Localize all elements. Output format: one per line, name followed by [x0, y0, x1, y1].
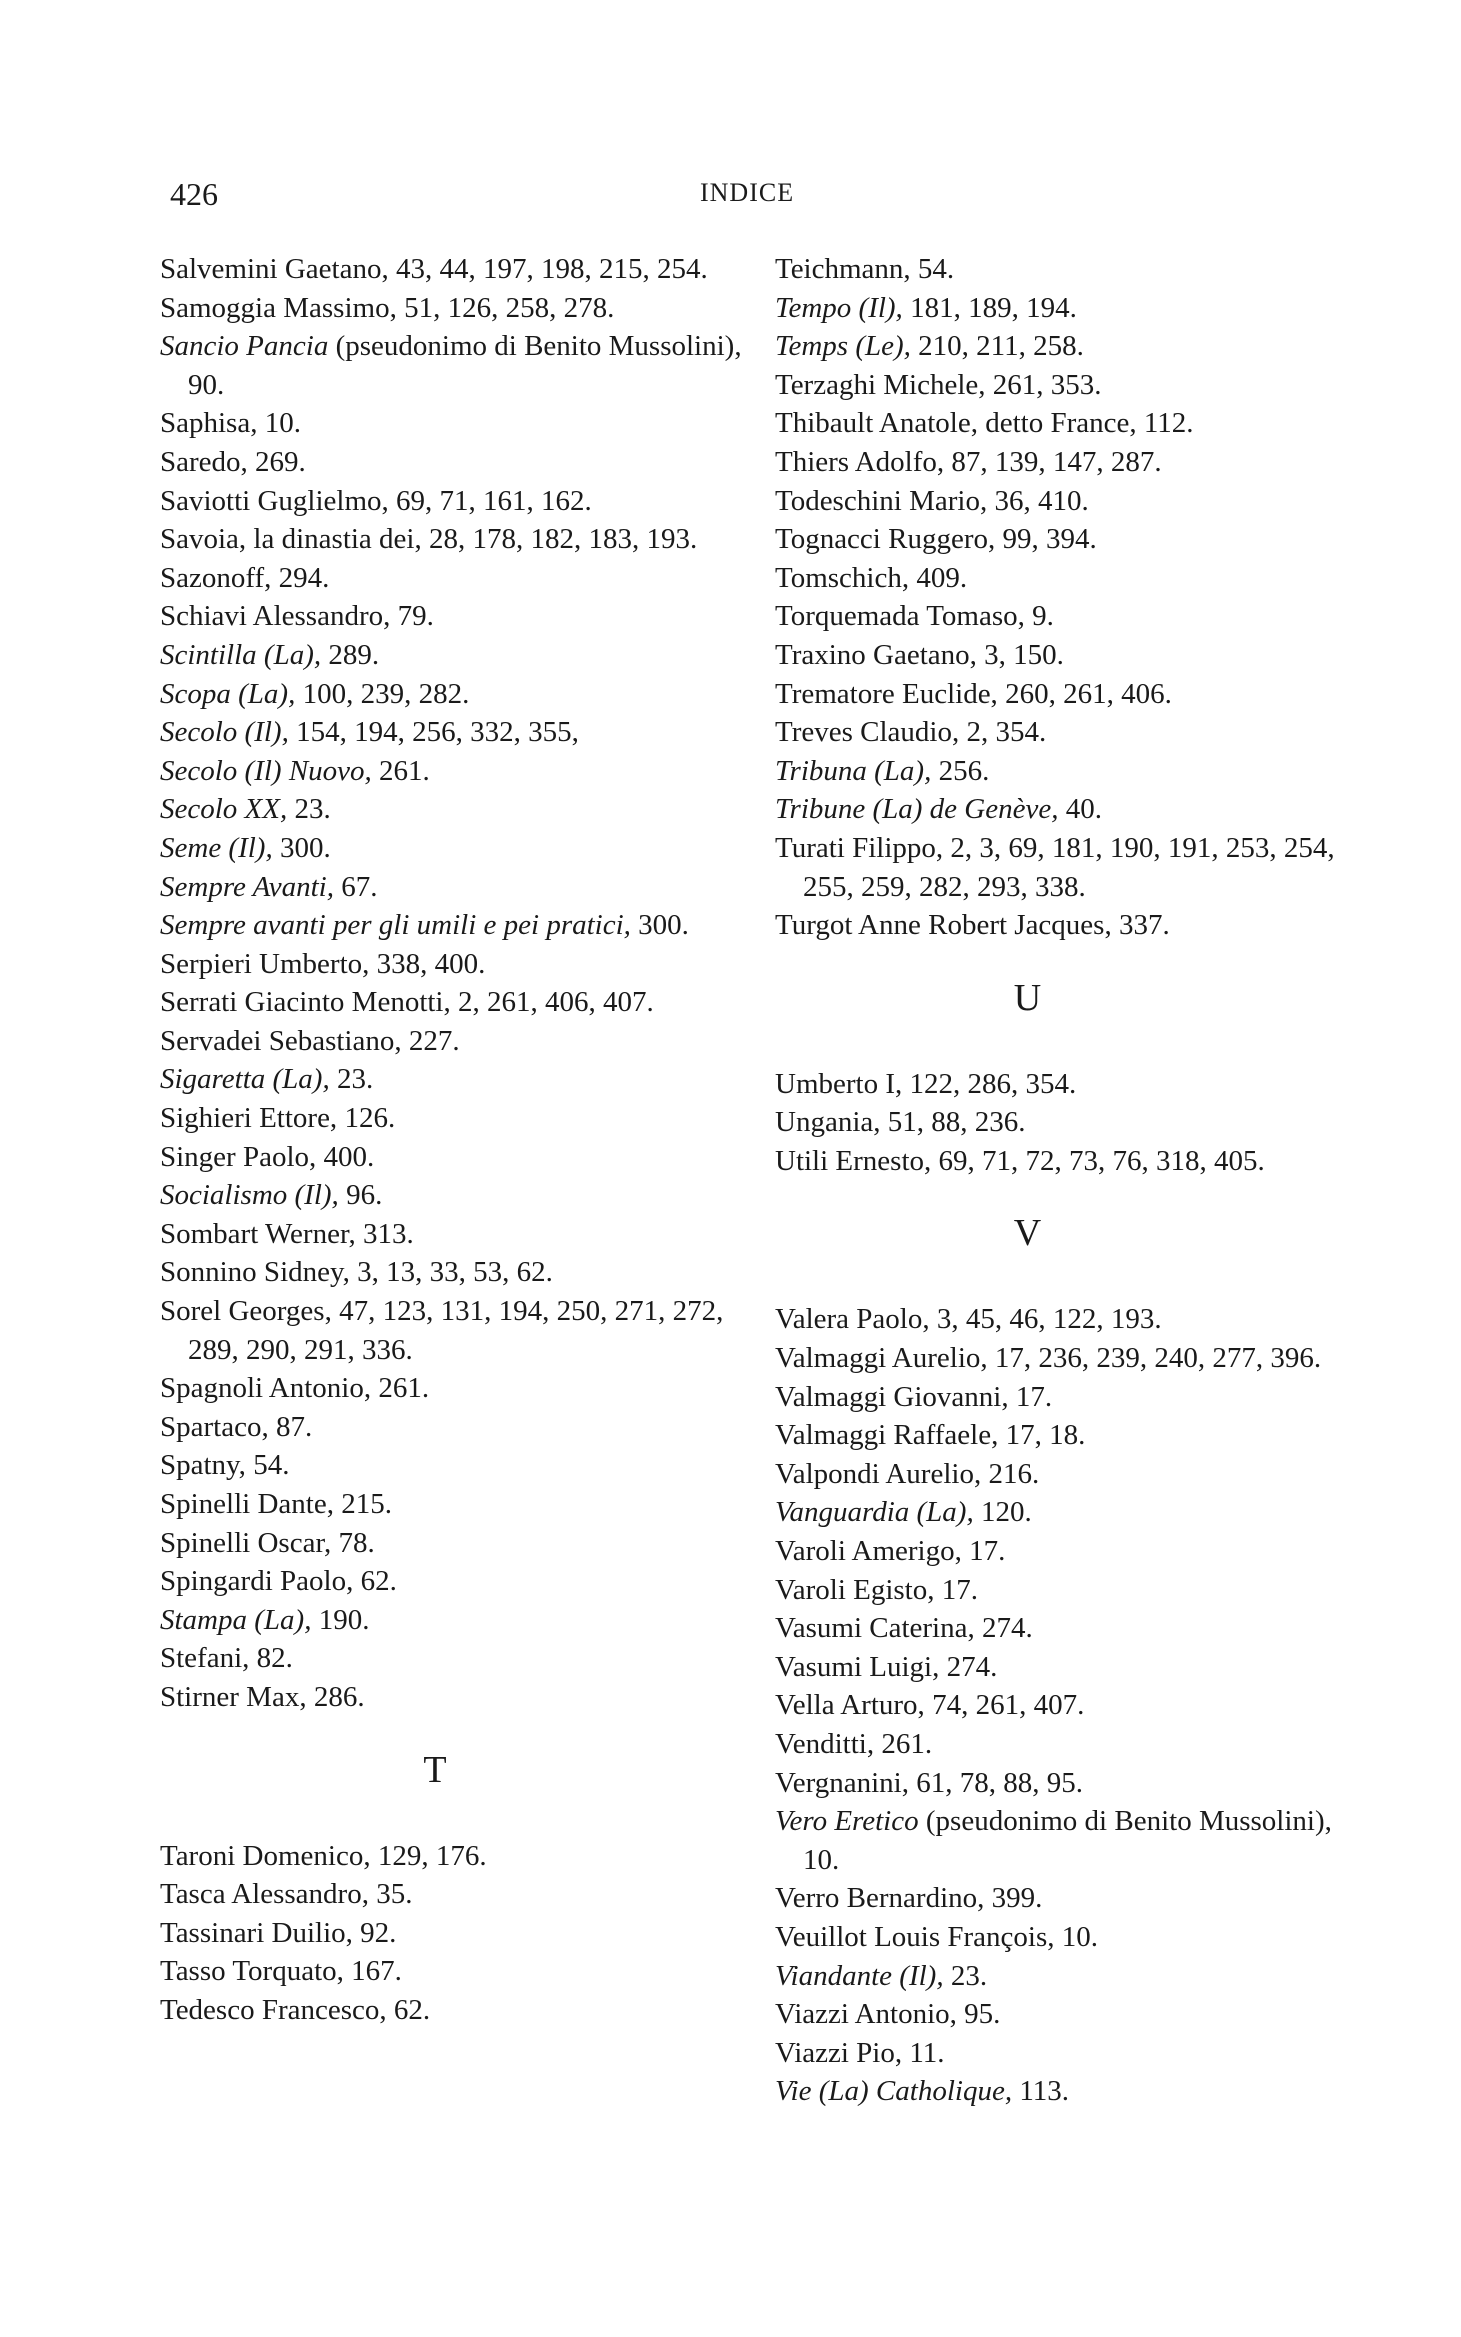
entry-page-refs: 54. [910, 253, 955, 285]
index-entry [160, 1601, 750, 1640]
entry-name: Terzaghi Michele, [775, 368, 986, 401]
index-entry [160, 482, 750, 521]
index-entry [160, 1952, 750, 1991]
index-entry [160, 752, 750, 791]
entry-name: Torquemada Tomaso, [775, 600, 1025, 633]
index-entry [160, 1022, 750, 1061]
entry-page-refs: 17. [1008, 1380, 1053, 1413]
index-entry [160, 597, 750, 636]
entry-page-refs: 190. [311, 1603, 370, 1636]
entry-name: Servadei Sebastiano, [160, 1024, 402, 1057]
index-entry [775, 597, 1360, 636]
entry-page-refs: 10. [257, 407, 301, 440]
entry-name: Saviotti Guglielmo, [160, 484, 389, 517]
entry-name: Valmaggi Aurelio, [775, 1342, 988, 1375]
entry-page-refs: 87. [268, 1410, 313, 1443]
entry-name: Tasso Torquato, [160, 1955, 344, 1988]
entry-page-refs: 215. [333, 1488, 392, 1520]
index-entry [775, 1142, 1360, 1181]
entry-name: Stirner Max, [160, 1680, 307, 1713]
entry-name: Savoia, la dinastia dei, [160, 523, 422, 556]
entry-page-refs: 300. [272, 831, 331, 864]
index-entry [160, 983, 750, 1022]
entry-name: Thibault Anatole, detto France, [775, 407, 1137, 440]
entry-page-refs: 28, 178, 182, 183, 193. [421, 523, 698, 556]
entry-page-refs: 23. [329, 1063, 374, 1096]
index-entry [775, 1300, 1360, 1339]
index-entry [775, 1879, 1360, 1918]
entry-title: Vero Eretico [775, 1805, 919, 1838]
entry-page-refs: 17, 236, 239, 240, 277, 396. [987, 1342, 1322, 1375]
entry-title: Viandante (Il), [775, 1959, 944, 1992]
entry-page-refs: 96. [338, 1179, 383, 1212]
index-entry [775, 1918, 1360, 1957]
entry-name: Saredo, [160, 445, 248, 478]
entry-page-refs: 313. [355, 1217, 414, 1250]
entry-name: Varoli Amerigo, [775, 1535, 962, 1568]
entry-name: Vella Arturo, [775, 1689, 925, 1722]
index-entry [775, 906, 1360, 945]
index-entry [160, 829, 750, 868]
entry-title: Sigaretta (La), [160, 1063, 330, 1096]
entry-page-refs: 300. [630, 909, 689, 942]
entry-page-refs: 79. [390, 600, 434, 633]
index-entry [160, 1292, 750, 1369]
entry-page-refs: 54. [245, 1449, 290, 1482]
section-letter: V [1013, 1212, 1042, 1255]
entry-page-refs: 286. [306, 1680, 365, 1713]
entry-page-refs: 78. [331, 1526, 375, 1559]
entry-page-refs: 35. [368, 1878, 413, 1911]
entry-name: Veuillot Louis François, [775, 1920, 1055, 1953]
entry-name: Spatny, [160, 1449, 246, 1482]
index-entry [160, 1215, 750, 1254]
entry-name: Schiavi Alessandro, [160, 600, 391, 633]
entry-name: Ungania, [775, 1106, 881, 1139]
index-entry [160, 327, 750, 404]
index-entry [160, 520, 750, 559]
entry-name: Viazzi Antonio, [775, 1998, 957, 2031]
entry-name: Valera Paolo, [775, 1303, 930, 1336]
index-entry [775, 520, 1360, 559]
index-entry [160, 945, 750, 984]
entry-name: Samoggia Massimo, [160, 291, 397, 324]
entry-page-refs: 120. [973, 1496, 1032, 1529]
entry-name: Tasca Alessandro, [160, 1878, 369, 1911]
index-entry [775, 289, 1360, 328]
index-entry [160, 1176, 750, 1215]
entry-page-refs: 261. [371, 1372, 430, 1405]
entry-name: Treves Claudio, [775, 716, 960, 749]
index-entry [160, 675, 750, 714]
index-entry [160, 404, 750, 443]
index-entry [775, 1065, 1360, 1104]
entry-page-refs: 74, 261, 407. [924, 1689, 1085, 1722]
entry-name: Valmaggi Giovanni, [775, 1380, 1009, 1413]
entry-page-refs: 289. [321, 638, 380, 671]
index-entry [160, 1678, 750, 1717]
entry-page-refs: 40. [1058, 793, 1102, 826]
entry-page-refs: 261. [874, 1728, 933, 1760]
index-entry [160, 1138, 750, 1177]
index-entry [160, 443, 750, 482]
entry-page-refs: 126. [337, 1102, 396, 1135]
index-entry [160, 713, 750, 752]
index-entry [775, 250, 1360, 289]
entry-page-refs: 181, 189, 194. [902, 291, 1077, 324]
entry-page-refs: 9. [1024, 600, 1054, 633]
entry-page-refs: 100, 239, 282. [295, 677, 470, 710]
index-entry [775, 559, 1360, 598]
index-entry [775, 1957, 1360, 1996]
index-entry [775, 1416, 1360, 1455]
entry-page-refs: 69, 71, 161, 162. [388, 484, 592, 517]
entry-page-refs: (pseudonimo di Benito Mussolini), 10. [803, 1805, 1332, 1876]
index-entry [775, 2034, 1360, 2073]
index-column-left [160, 250, 750, 2030]
entry-name: Taroni Domenico, [160, 1839, 371, 1872]
entry-name: Venditti, [775, 1728, 875, 1760]
entry-name: Varoli Egisto, [775, 1573, 935, 1606]
entry-page-refs: 3, 45, 46, 122, 193. [929, 1303, 1162, 1336]
entry-title: Scopa (La), [160, 677, 296, 710]
entry-title: Sempre Avanti, [160, 870, 334, 903]
index-entry [160, 1253, 750, 1292]
entry-name: Trematore Euclide, [775, 677, 998, 710]
index-entry [775, 829, 1360, 906]
entry-page-refs: 17, 18. [998, 1419, 1086, 1452]
index-entry [160, 1914, 750, 1953]
entry-page-refs: 87, 139, 147, 287. [944, 445, 1162, 478]
entry-title: Sempre avanti per gli umili e pei pratici, [160, 909, 631, 942]
entry-page-refs: 10. [1054, 1920, 1099, 1953]
entry-name: Spingardi Paolo, [160, 1565, 354, 1598]
index-entry [160, 1639, 750, 1678]
index-entry [775, 1764, 1360, 1803]
entry-name: Valmaggi Raffaele, [775, 1419, 999, 1452]
entry-page-refs: 51, 126, 258, 278. [396, 291, 615, 324]
index-entry [775, 2072, 1360, 2111]
entry-title: Secolo (Il) Nuovo, [160, 754, 372, 787]
entry-page-refs: 269. [247, 445, 306, 478]
entry-title: Sancio Pancia [160, 330, 329, 363]
entry-page-refs: 3, 13, 33, 53, 62. [349, 1256, 553, 1289]
entry-page-refs: 227. [401, 1024, 460, 1057]
index-entry [160, 289, 750, 328]
entry-name: Thiers Adolfo, [775, 445, 945, 478]
entry-page-refs: 294. [271, 561, 330, 594]
entry-name: Vergnanini, [775, 1766, 909, 1799]
entry-name: Traxino Gaetano, [775, 638, 977, 671]
entry-title: Vie (La) Catholique, [775, 2075, 1013, 2108]
entry-page-refs: 69, 71, 72, 73, 76, 318, 405. [931, 1144, 1265, 1177]
entry-page-refs: 216. [981, 1457, 1040, 1490]
index-entry [160, 1875, 750, 1914]
index-entry [160, 1837, 750, 1876]
entry-title: Tribuna (La), [775, 754, 932, 787]
entry-name: Spartaco, [160, 1410, 269, 1443]
entry-name: Sighieri Ettore, [160, 1102, 338, 1135]
entry-page-refs: 337. [1111, 909, 1170, 942]
entry-page-refs: 51, 88, 236. [880, 1106, 1026, 1139]
entry-name: Vasumi Luigi, [775, 1650, 940, 1683]
entry-name: Umberto I, [775, 1067, 903, 1100]
entry-name: Serrati Giacinto Menotti, [160, 986, 451, 1019]
entry-name: Teichmann, [775, 253, 911, 285]
entry-title: Secolo XX, [160, 793, 288, 826]
entry-title: Seme (Il), [160, 831, 273, 864]
entry-title: Tribune (La) de Genève, [775, 793, 1059, 826]
index-entry [160, 1485, 750, 1524]
index-entry [775, 636, 1360, 675]
entry-name: Sorel Georges, [160, 1295, 332, 1328]
index-entry [160, 636, 750, 675]
page-number: 426 [170, 176, 218, 212]
entry-page-refs: 67. [333, 870, 378, 903]
index-entry [775, 1339, 1360, 1378]
entry-name: Tognacci Ruggero, [775, 523, 996, 556]
index-entry [775, 790, 1360, 829]
entry-name: Spinelli Oscar, [160, 1526, 332, 1559]
index-column-right [775, 250, 1360, 2111]
index-entry [775, 1532, 1360, 1571]
entry-page-refs: 122, 286, 354. [902, 1067, 1077, 1100]
entry-name: Spagnoli Antonio, [160, 1372, 372, 1405]
entry-page-refs: 2, 261, 406, 407. [450, 986, 654, 1019]
entry-page-refs: 95. [956, 1998, 1001, 2031]
entry-name: Viazzi Pio, [775, 2036, 903, 2069]
entry-name: Stefani, [160, 1642, 250, 1675]
entry-name: Utili Ernesto, [775, 1144, 932, 1177]
index-entry [775, 1995, 1360, 2034]
entry-title: Socialismo (Il), [160, 1179, 339, 1212]
index-entry [775, 1103, 1360, 1142]
entry-page-refs: 99, 394. [995, 523, 1097, 556]
index-entry [775, 1686, 1360, 1725]
index-entry [775, 1725, 1360, 1764]
entry-name: Serpieri Umberto, [160, 947, 370, 980]
index-entry [775, 675, 1360, 714]
entry-page-refs: 23. [943, 1959, 988, 1992]
index-entry [775, 443, 1360, 482]
index-entry [775, 1571, 1360, 1610]
entry-page-refs: 409. [909, 561, 968, 594]
entry-title: Secolo (Il), [160, 716, 289, 749]
entry-name: Valpondi Aurelio, [775, 1457, 982, 1490]
index-entry [775, 1378, 1360, 1417]
entry-page-refs: (pseudonimo di Benito Mussolini), 90. [188, 330, 742, 401]
index-entry [775, 713, 1360, 752]
entry-page-refs: 399. [984, 1882, 1043, 1915]
index-entry [775, 1493, 1360, 1532]
entry-page-refs: 47, 123, 131, 194, 250, 271, 272, 289, 290, 291, 336. [188, 1295, 724, 1366]
entry-page-refs: 17. [934, 1573, 978, 1606]
entry-page-refs: 112. [1136, 407, 1194, 440]
entry-page-refs: 129, 176. [370, 1839, 487, 1872]
entry-name: Salvemini Gaetano, [160, 253, 389, 285]
entry-page-refs: 92. [352, 1916, 397, 1949]
entry-name: Saphisa, [160, 407, 258, 440]
entry-name: Sonnino Sidney, [160, 1256, 350, 1289]
entry-page-refs: 256. [931, 754, 990, 787]
entry-page-refs: 43, 44, 197, 198, 215, 254. [388, 253, 708, 285]
index-entry [160, 1991, 750, 2030]
index-entry [160, 250, 750, 289]
index-entry [775, 404, 1360, 443]
index-entry [160, 1562, 750, 1601]
entry-page-refs: 23. [287, 793, 331, 826]
index-entry [160, 906, 750, 945]
entry-name: Todeschini Mario, [775, 484, 988, 517]
index-entry [160, 1060, 750, 1099]
entry-page-refs: 113. [1012, 2075, 1070, 2108]
entry-title: Scintilla (La), [160, 638, 322, 671]
entry-name: Sombart Werner, [160, 1217, 356, 1250]
index-entry [160, 1408, 750, 1447]
page-header [0, 176, 1461, 216]
section-letter: T [423, 1748, 447, 1791]
entry-page-refs: 3, 150. [976, 638, 1064, 671]
entry-title: Temps (Le), [775, 330, 911, 363]
index-entry [775, 366, 1360, 405]
entry-page-refs: 338, 400. [369, 947, 486, 980]
entry-page-refs: 260, 261, 406. [997, 677, 1172, 710]
index-entry [775, 327, 1360, 366]
entry-name: Spinelli Dante, [160, 1488, 334, 1520]
section-letter: U [1013, 976, 1042, 1019]
entry-title: Tempo (Il), [775, 291, 903, 324]
entry-page-refs: 62. [353, 1565, 397, 1598]
entry-page-refs: 2, 354. [959, 716, 1047, 749]
index-entry [775, 1455, 1360, 1494]
index-entry [160, 559, 750, 598]
entry-page-refs: 167. [343, 1955, 402, 1988]
index-entry [160, 868, 750, 907]
running-title: INDICE [700, 178, 795, 207]
entry-name: Turati Filippo, [775, 831, 944, 864]
entry-name: Vasumi Caterina, [775, 1612, 975, 1645]
index-entry [160, 1099, 750, 1138]
entry-title: Stampa (La), [160, 1603, 312, 1636]
entry-page-refs: 62. [386, 1993, 431, 2026]
entry-name: Verro Bernardino, [775, 1882, 985, 1915]
index-entry [775, 1648, 1360, 1687]
index-entry [775, 1802, 1360, 1879]
entry-name: Turgot Anne Robert Jacques, [775, 909, 1112, 942]
entry-name: Tomschich, [775, 561, 910, 594]
entry-name: Tassinari Duilio, [160, 1916, 353, 1949]
entry-page-refs: 36, 410. [987, 484, 1089, 517]
index-entry [775, 482, 1360, 521]
index-entry [775, 752, 1360, 791]
entry-page-refs: 17. [961, 1535, 1006, 1568]
entry-page-refs: 274. [974, 1612, 1033, 1645]
entry-page-refs: 82. [249, 1642, 293, 1675]
entry-page-refs: 154, 194, 256, 332, 355, [288, 716, 579, 749]
index-entry [775, 1609, 1360, 1648]
entry-page-refs: 11. [902, 2036, 945, 2069]
entry-page-refs: 261. [371, 754, 430, 787]
entry-page-refs: 2, 3, 69, 181, 190, 191, 253, 254, 255, 259, 282, 293, 338. [803, 831, 1335, 903]
index-entry [160, 1524, 750, 1563]
entry-name: Tedesco Francesco, [160, 1993, 387, 2026]
entry-page-refs: 61, 78, 88, 95. [908, 1766, 1083, 1799]
entry-page-refs: 261, 353. [985, 368, 1102, 401]
entry-page-refs: 210, 211, 258. [910, 330, 1084, 363]
index-entry [160, 790, 750, 829]
entry-name: Sazonoff, [160, 561, 272, 594]
index-entry [160, 1446, 750, 1485]
entry-title: Vanguardia (La), [775, 1496, 974, 1529]
entry-page-refs: 400. [316, 1140, 375, 1173]
entry-page-refs: 274. [939, 1650, 998, 1683]
index-entry [160, 1369, 750, 1408]
entry-name: Singer Paolo, [160, 1140, 317, 1173]
